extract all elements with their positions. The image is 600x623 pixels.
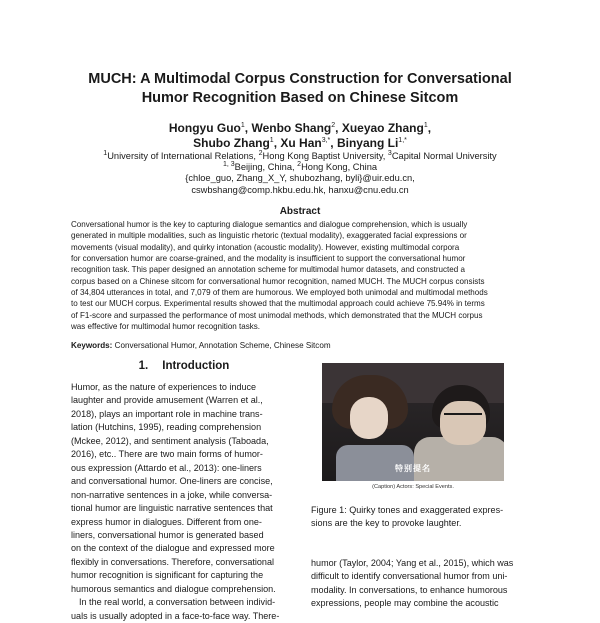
body-line: humor recognition is significant for capturing the [71, 570, 264, 581]
body-line: Humor, as the nature of experiences to induce [71, 382, 257, 392]
body-line: difficult to identify conversational humor from uni- [311, 571, 508, 582]
affil-text: Hong Kong, China [301, 162, 378, 173]
affiliation-line-2 [70, 162, 530, 173]
figure-person-right-face [440, 401, 486, 445]
author-sep: , [244, 121, 252, 135]
body-line: liners, conversational humor is generated based [71, 529, 264, 540]
body-line: tional humor are linguistic narrative sentences that [71, 503, 273, 514]
email-line-1: {chloe_guo, Zhang_X_Y, shubozhang, byli}@uir.edu.cn, [185, 173, 415, 184]
body-line: uals is usually adopted in a face-to-face way. There- [71, 610, 280, 621]
figure-glasses [444, 413, 482, 423]
body-line: (Mckee, 2012), and sentiment analysis (Taboada, [71, 435, 269, 446]
body-line: flexibly in conversations. Therefore, conversational [71, 556, 274, 567]
caption-line: sions are the key to provoke laughter. [311, 518, 462, 529]
title-line-1: MUCH: A Multimodal Corpus Construction for Conversational [88, 71, 512, 87]
abstract-line: movements (visual modality), and quirky intonation (acoustic modality). However, existing multimodal corpora [71, 242, 460, 252]
section-number: 1. [138, 360, 149, 372]
affil-text: University of International Relations, [107, 151, 259, 161]
authors-line-2 [80, 136, 520, 151]
author-name: Wenbo Shang [251, 121, 332, 135]
body-line: ous expression (Attardo et al., 2013): one-liners [71, 462, 262, 473]
affil-text: Hong Kong Baptist University, [262, 151, 388, 161]
keywords [71, 341, 531, 350]
author-affil-mark: 1 [269, 137, 274, 144]
affil-mark: 2 [297, 161, 302, 169]
body-line: and conversational humor. One-liners are concise, [71, 476, 273, 487]
author-sep: , [335, 121, 342, 135]
body-line: on the context of the dialogue and expressed more [71, 543, 275, 554]
author-name: Hongyu Guo [168, 121, 241, 135]
figure-caption [311, 504, 531, 531]
author-affil-mark: 1,* [398, 137, 407, 144]
figure-inner-caption: (Caption) Actors: Special Events. [372, 484, 454, 490]
paper-title [40, 70, 560, 108]
author-sep: , [330, 136, 337, 150]
abstract-line: recognition task. This paper designed an annotation scheme for multimodal humor datasets, and constructed a [71, 265, 465, 275]
body-line: In the real world, a conversation between individ- [79, 597, 276, 608]
abstract-body [71, 219, 531, 332]
author-affil-mark: 2 [331, 122, 336, 129]
affil-text: Beijing, China, [234, 162, 298, 173]
body-line: modality. In conversations, to enhance humorous [311, 584, 508, 595]
affil-mark: 1 [103, 149, 108, 157]
author-name: Xu Han [280, 136, 322, 150]
abstract-line: Conversational humor is the key to capturing dialogue semantics and dialogue comprehension, which is usually [71, 220, 468, 229]
caption-line: Figure 1: Quirky tones and exaggerated expres- [311, 505, 504, 515]
abstract-heading: Abstract [279, 206, 321, 217]
author-sep: , [427, 121, 432, 135]
author-name: Binyang Li [336, 136, 399, 150]
body-line: humorous semantics and dialogue comprehension. [71, 583, 276, 594]
figure-subtitle: 特别提名 [395, 464, 431, 473]
body-line: lation (Hutchins, 1995), reading comprehension [71, 422, 262, 433]
figure-image [322, 363, 504, 481]
affil-text: Capital Normal University [391, 151, 497, 161]
body-line: humor (Taylor, 2004; Yang et al., 2015), which was [311, 558, 514, 568]
body-line: expressions, people may combine the acoustic [311, 598, 499, 609]
body-line: non-narrative sentences in a joke, while conversa- [71, 489, 273, 500]
abstract-line: corpus based on a Chinese sitcom for conversational humor recognition, named MUCH. The MUCH corpus consists [71, 276, 485, 286]
keywords-label: Keywords: [71, 341, 113, 350]
author-affil-mark: 1 [423, 122, 428, 129]
abstract-line: to test our MUCH corpus. Experimental results showed that the multimodal approach could achieve 75.94% in terms [71, 299, 485, 309]
email-line-2: cswbshang@comp.hkbu.edu.hk, hanxu@cnu.edu.cn [191, 184, 409, 195]
affil-mark: 2 [258, 149, 263, 157]
affil-mark: 3 [387, 149, 392, 157]
author-affil-mark: 3,* [321, 137, 331, 144]
body-line: 2018), plays an important role in machine trans- [71, 408, 263, 419]
author-affil-mark: 1 [240, 122, 245, 129]
section-heading [71, 360, 297, 372]
body-line: laughter and provide amusement (Warren et al., [71, 395, 263, 406]
body-line: express humor in dialogues. Different from one- [71, 516, 262, 527]
affil-mark: 1, 3 [222, 161, 235, 169]
authors-line-1 [80, 121, 520, 136]
section-title: Introduction [162, 360, 230, 372]
abstract-line: of 34,804 utterances in total, and 7,079 of them are humorous. We employed both unimodal and multimodal methods [71, 288, 488, 298]
right-column [311, 557, 531, 611]
title-line-2: Humor Recognition Based on Chinese Sitcom [141, 90, 459, 106]
abstract-line: for conversation humor are coarse-grained, and the modality is insufficient to support the conversational humor [71, 254, 466, 264]
author-name: Xueyao Zhang [341, 121, 424, 135]
abstract-line: of F1-score and surpassed the performance of most unimodal methods, which demonstrated that the MUCH corpus [71, 310, 483, 320]
figure-person-left-face [350, 397, 388, 439]
abstract-line: was effective for multimodal humor recognition tasks. [71, 322, 261, 332]
keywords-text: Conversational Humor, Annotation Scheme, Chinese Sitcom [112, 341, 331, 350]
left-column [71, 381, 297, 623]
abstract-line: generated in multiple modalities, such as linguistic rhetoric (textual modality), exaggerated facial expressions or [71, 231, 467, 241]
author-sep: , [273, 136, 281, 150]
author-name: Shubo Zhang [193, 136, 270, 150]
affiliations [70, 151, 530, 196]
body-line: 2016), etc.. There are two main forms of humor- [71, 449, 263, 460]
author-list [80, 121, 520, 151]
